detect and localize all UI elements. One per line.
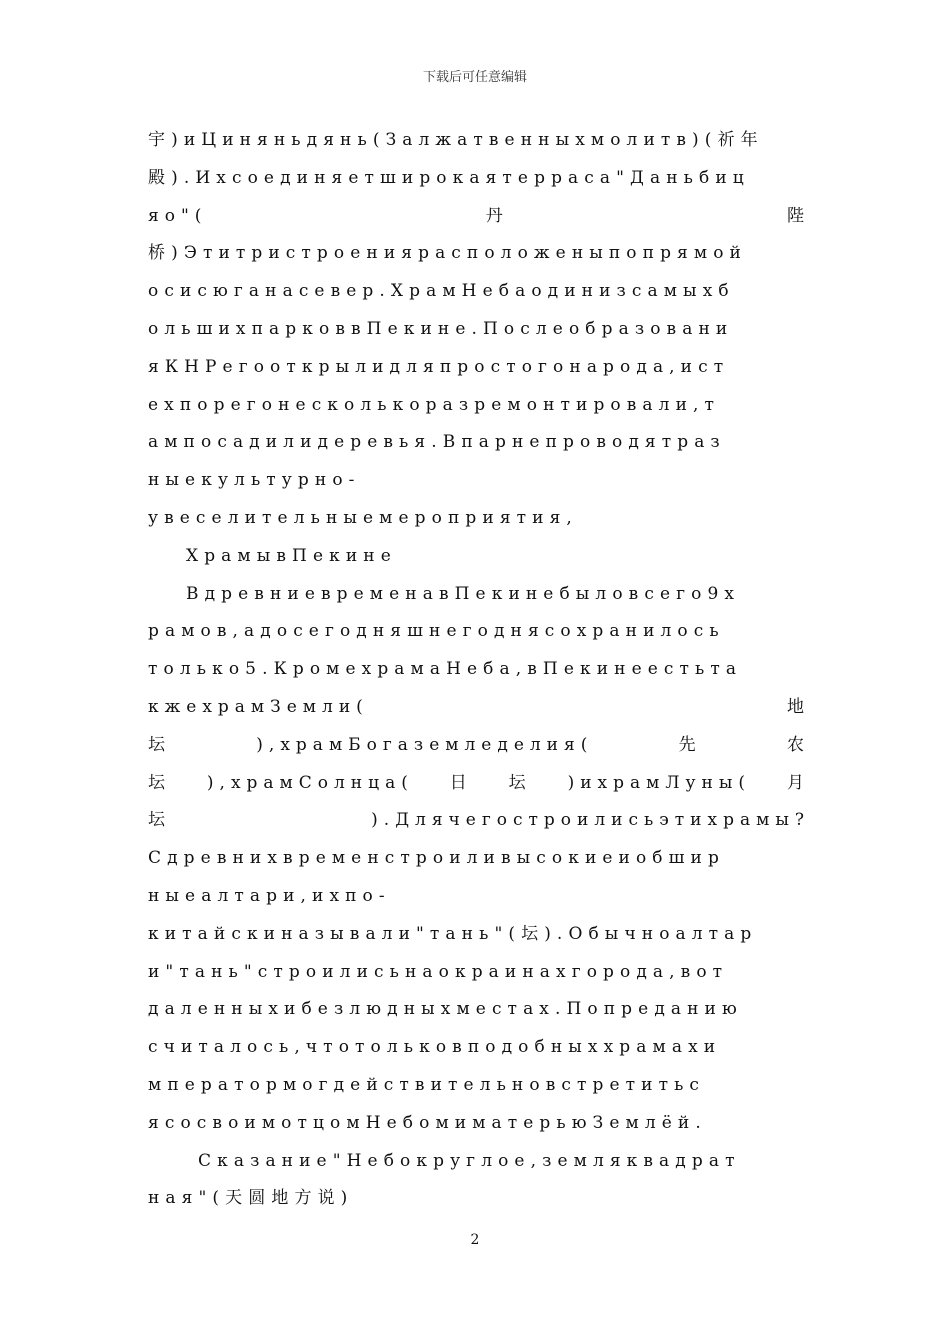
text-line: мператормогдействительновстретитьс: [148, 1074, 706, 1095]
document-body: [148, 122, 810, 1218]
text-segment: кжехрамЗемли(: [148, 696, 369, 717]
text-segment: ),храмСолнца(: [206, 772, 414, 793]
text-segment: 农: [786, 734, 810, 755]
text-segment: ),храмБогаземледелия(: [256, 734, 594, 755]
text-line: ехпорегонесколькоразремонтировали,т: [148, 394, 721, 415]
text-line: осисюганасевер.ХрамНебаодинизсамыхб: [148, 281, 735, 302]
section-heading: Сказание"Небокруглое,земляквадрат: [198, 1150, 741, 1171]
text-line: ольшихпарковвПекине.Послеобразовани: [148, 318, 734, 339]
text-line: ясосвоимотцомНебомиматерьюЗемлёй.: [148, 1112, 707, 1133]
text-line: ВдревниевременавПекинебыловсего9х: [186, 583, 741, 604]
text-line: [148, 198, 810, 236]
text-segment: 地: [787, 696, 810, 717]
text-line: ныекультурно-: [148, 470, 361, 491]
text-line: [148, 802, 810, 840]
text-line: только5.КромехрамаНеба,вПекинеестьта: [148, 659, 743, 680]
text-line: рамов,адосегодняшнегоднясохранилось: [148, 621, 725, 642]
text-line: 桥)Этитристроениярасположеныпопрямой: [148, 243, 747, 264]
text-line: [148, 689, 810, 727]
text-segment: 月: [786, 772, 810, 793]
text-line: ная"(天圆地方说): [148, 1188, 354, 1209]
text-line: ныеалтари,ихпо-: [148, 885, 391, 906]
text-line: увеселительныемероприятия,: [148, 507, 578, 528]
text-line: даленныхибезлюдныхместах.Попреданию: [148, 999, 743, 1020]
text-segment: ).Длячегостроилисьэтихрамы?: [371, 810, 810, 831]
text-segment: 陛: [786, 205, 810, 226]
text-segment: 先: [678, 734, 702, 755]
text-line: и"тань"строилисьнаокраинахгорода,вот: [148, 961, 729, 982]
page-header: 下载后可任意编辑: [422, 70, 527, 85]
page-number: 2: [470, 1232, 480, 1248]
text-segment: )ихрамЛуны(: [567, 772, 752, 793]
text-segment: 坛: [148, 810, 171, 831]
text-line: Сдревнихвременстроиливысокиеиобшир: [148, 848, 725, 869]
text-line: китайскиназывали"тань"(坛).Обычноалтар: [148, 923, 758, 944]
text-segment: 丹: [485, 205, 509, 226]
text-segment: 坛: [148, 772, 171, 793]
text-line: ампосадилидеревья.Впарнепроводятраз: [148, 432, 726, 453]
text-segment: 日: [449, 772, 473, 793]
text-line: считалось,чтотольковподобныххрамахи: [148, 1037, 722, 1058]
text-line: [148, 765, 810, 803]
section-heading: ХрамывПекине: [186, 545, 397, 566]
text-segment: 坛: [508, 772, 532, 793]
text-line: 殿).Ихсоединяетширокаятерраса"Даньбиц: [148, 167, 750, 188]
text-segment: яо"(: [148, 205, 208, 226]
text-line: 宇)иЦиняньдянь(Залжатвенныхмолитв)(祈年: [148, 130, 764, 150]
text-line: яКНРегооткрылидляпростогонарода,ист: [148, 356, 730, 377]
text-line: [148, 727, 810, 765]
text-segment: 坛: [148, 734, 171, 755]
